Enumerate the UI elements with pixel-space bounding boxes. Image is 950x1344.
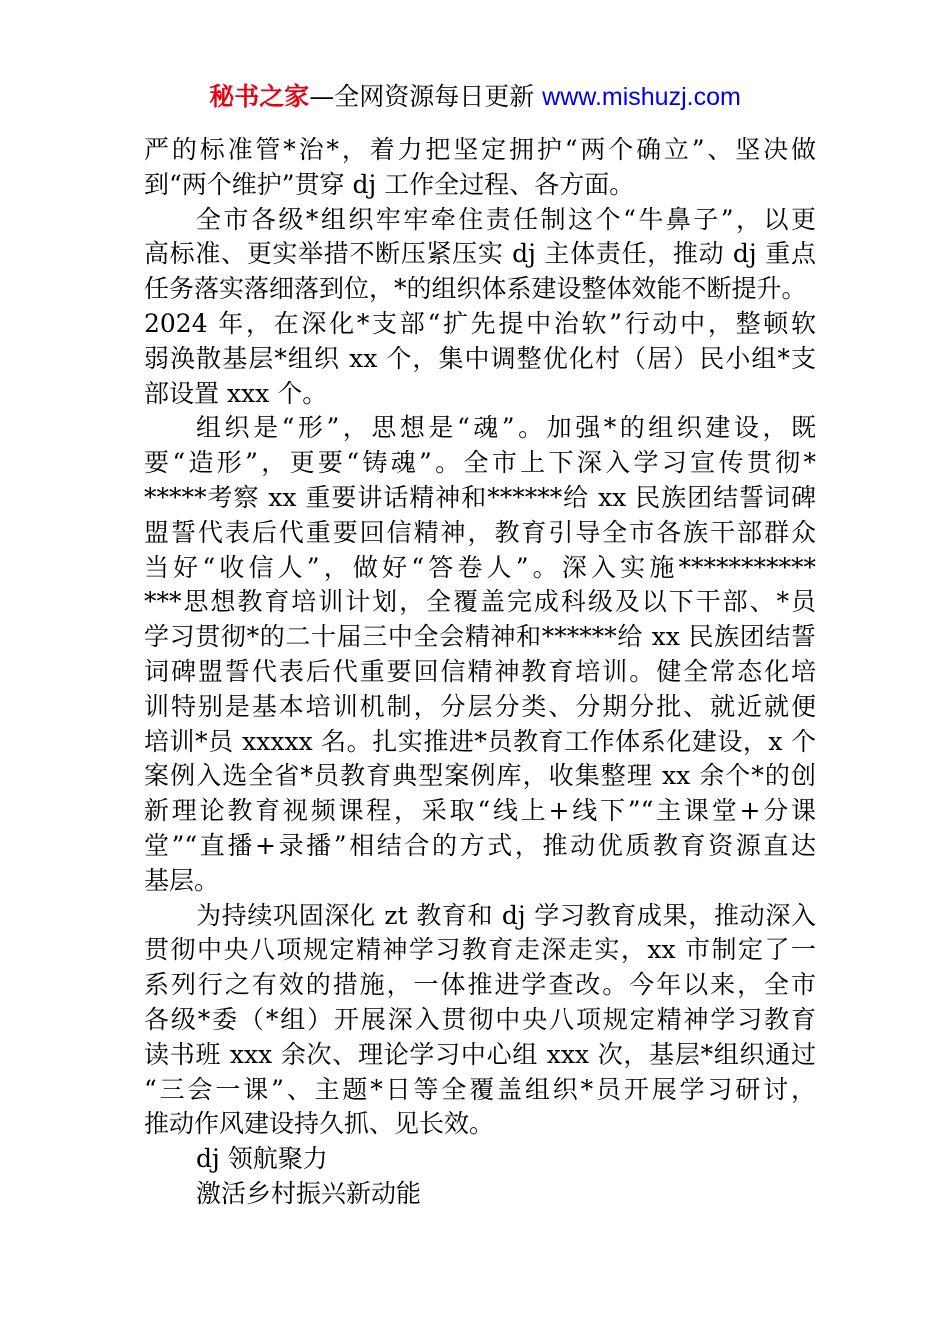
text-line: 词碑盟誓代表后代重要回信精神教育培训。健全常态化培 [144,656,816,686]
document-body [144,133,816,1212]
text-line: 学习贯彻*的二十届三中全会精神和******给 xx 民族团结誓 [144,622,816,652]
text-line: 要“造形”，更要“铸魂”。全市上下深入学习宣传贯彻* [144,448,816,478]
text-line: 到“两个维护”贯穿 dj 工作全过程、各方面。 [144,169,635,199]
text-line: 任务落实落细落到位，*的组织体系建设整体效能不断提升。 [144,274,807,304]
text-line: 推动作风建设持久抓、见长效。 [144,1109,495,1139]
text-line: 堂”“直播+录播”相结合的方式，推动优质教育资源直达 [144,830,816,860]
text-line: 全市各级*组织牢牢牵住责任制这个“牛鼻子”，以更 [196,204,816,234]
header-tagline: —全网资源每日更新 [309,82,543,111]
text-line: 弱涣散基层*组织 xx 个，集中调整优化村（居）民小组*支 [144,343,816,373]
text-line: 案例入选全省*员教育典型案例库，收集整理 xx 余个*的创 [144,761,816,791]
brand-name: 秘书之家 [209,82,310,111]
section-heading: 激活乡村振兴新动能 [196,1178,422,1208]
text-line: “三会一课”、主题*日等全覆盖组织*员开展学习研讨， [144,1074,816,1104]
text-line: 系列行之有效的措施，一体推进学查改。今年以来，全市 [144,970,816,1000]
text-line: 贯彻中央八项规定精神学习教育走深走实，xx 市制定了一 [144,935,816,965]
text-line: 新理论教育视频课程，采取“线上+线下”“主课堂+分课 [144,796,816,826]
text-line: 各级*委（*组）开展深入贯彻中央八项规定精神学习教育 [144,1004,816,1034]
text-line: ***思想教育培训计划，全覆盖完成科级及以下干部、*员 [144,587,816,617]
section-heading: dj 领航聚力 [196,1144,328,1174]
text-line: *****考察 xx 重要讲话精神和******给 xx 民族团结誓词碑 [144,482,816,512]
text-line: 部设置 xxx 个。 [144,378,328,408]
text-line: 基层。 [144,865,220,895]
site-url[interactable]: www.mishuzj.com [542,83,741,111]
text-line: 2024 年，在深化*支部“扩先提中治软”行动中，整顿软 [144,308,816,338]
text-line: 读书班 xxx 余次、理论学习中心组 xxx 次，基层*组织通过 [144,1039,816,1069]
text-line: 高标准、更实举措不断压紧压实 dj 主体责任，推动 dj 重点 [144,239,816,269]
text-line: 组织是“形”，思想是“魂”。加强*的组织建设，既 [196,413,816,443]
text-line: 培训*员 xxxxx 名。扎实推进*员教育工作体系化建设，x 个 [144,726,816,756]
text-line: 为持续巩固深化 zt 教育和 dj 学习教育成果，推动深入 [196,900,816,930]
text-line: 盟誓代表后代重要回信精神，教育引导全市各族干部群众 [144,517,816,547]
text-line: 当好“收信人”，做好“答卷人”。深入实施*********** [144,552,816,582]
text-line: 严的标准管*治*，着力把坚定拥护“两个确立”、坚决做 [144,135,816,164]
text-line: 训特别是基本培训机制，分层分类、分期分批、就近就便 [144,691,816,721]
site-header [0,80,950,114]
